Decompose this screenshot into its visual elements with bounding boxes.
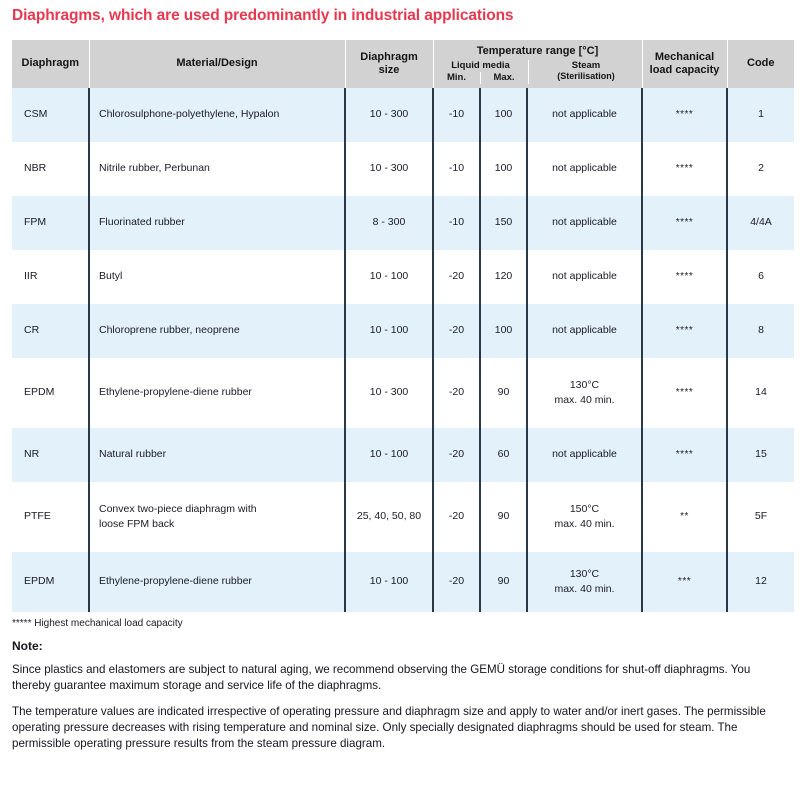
table-row: [12, 250, 794, 304]
cell-temp-min: -20: [433, 482, 480, 552]
cell-steam-line2: max. 40 min.: [554, 393, 615, 406]
cell-code: 4/4A: [727, 196, 794, 250]
col-header-mechanical-load: [642, 40, 727, 88]
cell-temp-min: -20: [433, 428, 480, 482]
diaphragm-spec-table: [12, 40, 794, 612]
table-row: [12, 358, 794, 428]
cell-temp-max: 100: [480, 88, 527, 142]
cell-mechanical-load: ***: [642, 552, 727, 612]
cell-code: 2: [727, 142, 794, 196]
cell-code: 5F: [727, 482, 794, 552]
cell-steam-line1: 150°C: [569, 503, 600, 516]
table-row: [12, 88, 794, 142]
cell-material: [89, 482, 345, 552]
cell-temp-min: -20: [433, 250, 480, 304]
cell-diaphragm-size: 10 - 300: [345, 358, 433, 428]
cell-diaphragm: NBR: [12, 142, 89, 196]
cell-temp-min: -20: [433, 304, 480, 358]
cell-mechanical-load: ****: [642, 250, 727, 304]
cell-material: Chloroprene rubber, neoprene: [89, 304, 345, 358]
cell-mechanical-load: ****: [642, 428, 727, 482]
cell-steam: not applicable: [527, 304, 642, 358]
cell-steam-line2: max. 40 min.: [554, 582, 615, 595]
cell-temp-max: 90: [480, 358, 527, 428]
note-label: Note:: [12, 638, 43, 653]
col-header-temperature-group: [433, 40, 642, 88]
cell-diaphragm: EPDM: [12, 552, 89, 612]
cell-diaphragm-size: 10 - 100: [345, 304, 433, 358]
table-row: [12, 196, 794, 250]
cell-mechanical-load: ****: [642, 88, 727, 142]
col-header-steam-line2: (Sterilisation): [557, 71, 615, 82]
cell-diaphragm: IIR: [12, 250, 89, 304]
col-header-size-line1: Diaphragm: [360, 50, 418, 63]
cell-mechanical-load: ****: [642, 304, 727, 358]
col-header-material: Material/Design: [89, 40, 345, 88]
table-row: [12, 482, 794, 552]
cell-steam: not applicable: [527, 250, 642, 304]
liquid-media-label: Liquid media: [451, 59, 510, 71]
cell-steam: not applicable: [527, 428, 642, 482]
cell-material: Natural rubber: [89, 428, 345, 482]
cell-temp-min: -20: [433, 358, 480, 428]
cell-temp-min: -10: [433, 88, 480, 142]
cell-steam-line2: max. 40 min.: [554, 517, 615, 530]
cell-temp-max: 100: [480, 304, 527, 358]
cell-steam-line1: 130°C: [569, 568, 600, 581]
cell-steam: [527, 482, 642, 552]
cell-steam: not applicable: [527, 142, 642, 196]
cell-mechanical-load: **: [642, 482, 727, 552]
diaphragm-spec-table-wrapper: [12, 40, 794, 612]
cell-mechanical-load: ****: [642, 142, 727, 196]
cell-diaphragm-size: 8 - 300: [345, 196, 433, 250]
table-row: [12, 142, 794, 196]
col-header-max: Max.: [493, 72, 515, 84]
cell-steam: [527, 552, 642, 612]
cell-temp-max: 150: [480, 196, 527, 250]
col-header-mech-line1: Mechanical: [654, 50, 715, 63]
table-body: [12, 88, 794, 612]
col-header-diaphragm-size: [345, 40, 433, 88]
cell-material: Nitrile rubber, Perbunan: [89, 142, 345, 196]
cell-temp-max: 90: [480, 482, 527, 552]
cell-temp-min: -10: [433, 196, 480, 250]
cell-mechanical-load: ****: [642, 358, 727, 428]
cell-diaphragm: EPDM: [12, 358, 89, 428]
cell-temp-max: 90: [480, 552, 527, 612]
cell-diaphragm-size: 25, 40, 50, 80: [345, 482, 433, 552]
cell-diaphragm: FPM: [12, 196, 89, 250]
cell-steam: not applicable: [527, 196, 642, 250]
col-header-mech-line2: load capacity: [649, 63, 720, 76]
cell-code: 6: [727, 250, 794, 304]
cell-material: Ethylene-propylene-diene rubber: [89, 358, 345, 428]
cell-steam-line1: 130°C: [569, 379, 600, 392]
cell-steam: [527, 358, 642, 428]
col-header-min: Min.: [434, 72, 481, 83]
cell-diaphragm: CR: [12, 304, 89, 358]
cell-diaphragm-size: 10 - 100: [345, 428, 433, 482]
cell-temp-max: 100: [480, 142, 527, 196]
col-header-size-line2: size: [378, 63, 400, 76]
col-header-code: Code: [727, 40, 794, 88]
cell-diaphragm: PTFE: [12, 482, 89, 552]
cell-diaphragm-size: 10 - 300: [345, 142, 433, 196]
col-header-steam-line1: Steam: [571, 59, 601, 71]
page-title: Diaphragms, which are used predominantly in industrial applications: [12, 7, 514, 24]
cell-temp-max: 60: [480, 428, 527, 482]
table-header: [12, 40, 794, 88]
cell-temp-min: -20: [433, 552, 480, 612]
cell-mechanical-load: ****: [642, 196, 727, 250]
cell-material: Butyl: [89, 250, 345, 304]
cell-material: Chlorosulphone-polyethylene, Hypalon: [89, 88, 345, 142]
cell-material-line2: loose FPM back: [99, 517, 175, 530]
table-row: [12, 304, 794, 358]
cell-material: Fluorinated rubber: [89, 196, 345, 250]
cell-temp-max: 120: [480, 250, 527, 304]
note-paragraph-temperature: The temperature values are indicated irrespective of operating pressure and diaphragm size and apply to water and/or inert gases. The permissible operating pressure decreases with rising temperature and nominal size. Only specially designated diaphragms should be used for steam. The permissible operating pressure results from the steam pressure diagram.: [12, 704, 766, 751]
cell-temp-min: -10: [433, 142, 480, 196]
note-paragraph-storage: Since plastics and elastomers are subject to natural aging, we recommend observing the GEMÜ storage conditions for shut-off diaphragms. You thereby guarantee maximum storage and service life of the diaphragms.: [12, 662, 751, 693]
table-row: [12, 552, 794, 612]
cell-code: 1: [727, 88, 794, 142]
cell-diaphragm-size: 10 - 300: [345, 88, 433, 142]
cell-steam: not applicable: [527, 88, 642, 142]
cell-diaphragm-size: 10 - 100: [345, 250, 433, 304]
cell-diaphragm-size: 10 - 100: [345, 552, 433, 612]
cell-material-line1: Convex two-piece diaphragm with: [99, 503, 257, 516]
cell-code: 8: [727, 304, 794, 358]
col-header-diaphragm: Diaphragm: [12, 40, 89, 88]
cell-diaphragm: CSM: [12, 88, 89, 142]
cell-diaphragm: NR: [12, 428, 89, 482]
temperature-range-label: Temperature range [°C]: [476, 44, 599, 57]
cell-code: 14: [727, 358, 794, 428]
cell-code: 12: [727, 552, 794, 612]
table-row: [12, 428, 794, 482]
cell-material: Ethylene-propylene-diene rubber: [89, 552, 345, 612]
cell-code: 15: [727, 428, 794, 482]
footnote-highest-load: ***** Highest mechanical load capacity: [12, 617, 183, 629]
